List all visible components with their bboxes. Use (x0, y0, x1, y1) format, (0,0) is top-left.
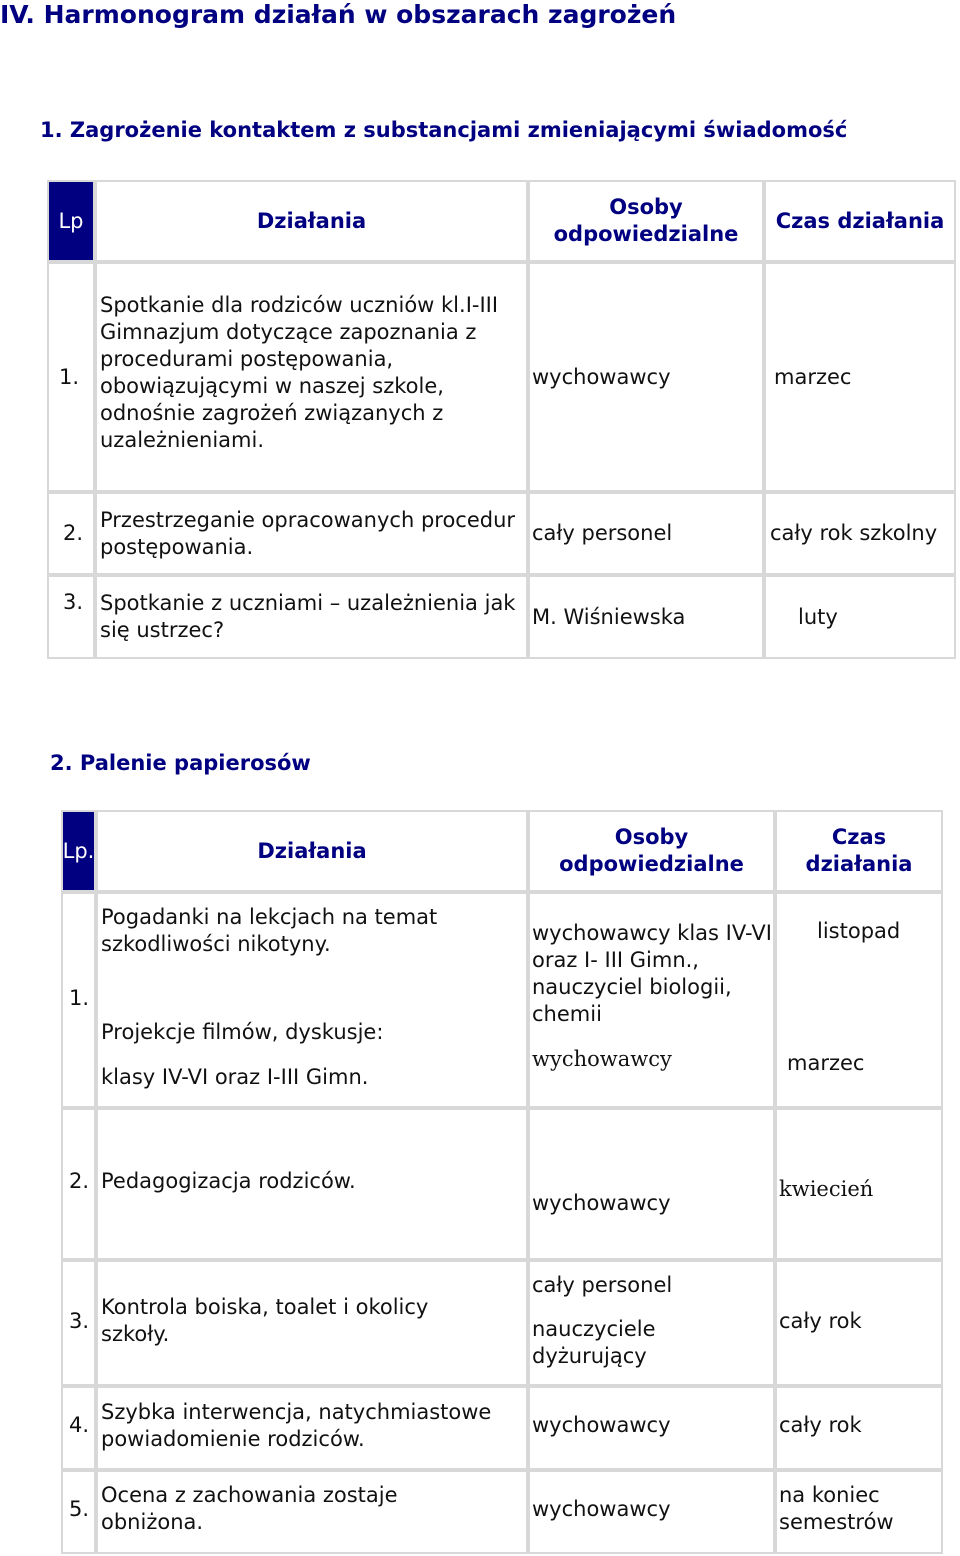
table-2-row-1-osoby-a: wychowawcy klas IV-VI oraz I- III Gimn., nauczyciel biologii, chemii (532, 921, 772, 1026)
table-2-row-4-lp-cell (61, 1386, 96, 1470)
table-2-row-2-osoby-cell (528, 1108, 775, 1260)
table-2-header-osoby: Osoby odpowiedzialne (528, 810, 775, 892)
table-2-row-3-czas-cell (775, 1260, 943, 1386)
table-2-header-dzialania: Działania (96, 810, 528, 892)
table-2-row-5-osoby-cell (528, 1470, 775, 1554)
table-2-header-lp: Lp. (61, 810, 96, 892)
table-1-header-lp: Lp (47, 180, 95, 262)
table-1-row-3-osoby: M. Wiśniewska (528, 575, 764, 659)
table-1-row-1-dzialania: Spotkanie dla rodziców uczniów kl.I-III Gimnazjum dotyczące zapoznania z procedurami postępowania, obowiązującymi w naszej szkole, odnośnie zagrożeń związanych z uzależnieniami. (95, 262, 528, 492)
table-1-row-1-lp: 1. (47, 262, 95, 492)
table-2-row-3-dzialania: Kontrola boiska, toalet i okolicy szkoły. (101, 1295, 429, 1346)
table-1-row-2-osoby: cały personel (528, 492, 764, 575)
table-2-row-4-osoby: wychowawcy (532, 1413, 671, 1437)
table-2-row-1-czas-a: listopad (817, 919, 901, 943)
table-2-row-1-dzialania-cell (96, 892, 528, 1108)
table-2-row-4-czas-cell (775, 1386, 943, 1470)
table-2-row-2-lp: 2. (69, 1169, 90, 1193)
table-2-row-2-dzialania: Pedagogizacja rodziców. (101, 1169, 356, 1193)
table-1-header-dzialania: Działania (95, 180, 528, 262)
table-2-row-3-osoby-b: nauczyciele dyżurujący (532, 1317, 656, 1368)
table-2-header-czas: Czas działania (775, 810, 943, 892)
table-1-row-2-dzialania: Przestrzeganie opracowanych procedur postępowania. (95, 492, 528, 575)
table-2-row-3-lp-cell (61, 1260, 96, 1386)
section-1-heading: 1. Zagrożenie kontaktem z substancjami zmieniającymi świadomość (40, 118, 848, 142)
table-2-row-3-lp: 3. (69, 1309, 90, 1333)
table-2-row-5-lp-cell (61, 1470, 96, 1554)
table-2-row-4-czas: cały rok (779, 1413, 862, 1437)
table-2-row-3-osoby-a: cały personel (532, 1273, 673, 1297)
table-2-row-1-czas-b: marzec (787, 1051, 865, 1075)
table-2-row-3-dzialania-cell (96, 1260, 528, 1386)
table-1-row-3-czas: luty (764, 575, 956, 659)
table-2-row-5-osoby: wychowawcy (532, 1497, 671, 1521)
table-1-row-3-lp: 3. (47, 575, 95, 659)
table-2-row-1-dzialania-c: klasy IV-VI oraz I-III Gimn. (101, 1065, 369, 1089)
table-2-row-1-osoby-b: wychowawcy (532, 1047, 672, 1071)
table-1-header-osoby: Osoby odpowiedzialne (528, 180, 764, 262)
table-2-row-2-lp-cell (61, 1108, 96, 1260)
table-2-row-4-lp: 4. (69, 1413, 90, 1437)
table-2-row-5-dzialania: Ocena z zachowania zostaje obniżona. (101, 1483, 398, 1534)
table-2-row-1-lp-cell (61, 892, 96, 1108)
table-2-row-5-czas-cell (775, 1470, 943, 1554)
table-2-row-1-czas-cell (775, 892, 943, 1108)
table-2-row-5-dzialania-cell (96, 1470, 528, 1554)
table-1-row-1-czas: marzec (764, 262, 956, 492)
table-2-row-1-lp: 1. (69, 986, 90, 1010)
table-2-row-4-osoby-cell (528, 1386, 775, 1470)
table-2-row-5-czas: na koniec semestrów (779, 1483, 894, 1534)
table-1-row-1-osoby: wychowawcy (528, 262, 764, 492)
table-1-header-czas: Czas działania (764, 180, 956, 262)
table-2-row-2-osoby: wychowawcy (532, 1191, 671, 1215)
table-2-row-4-dzialania-cell (96, 1386, 528, 1470)
table-2-row-2-dzialania-cell (96, 1108, 528, 1260)
table-1-row-3-dzialania: Spotkanie z uczniami – uzależnienia jak się ustrzec? (95, 575, 528, 659)
table-2-row-5-lp: 5. (69, 1497, 90, 1521)
table-2-row-3-czas: cały rok (779, 1309, 862, 1333)
table-2-row-4-dzialania: Szybka interwencja, natychmiastowe powiadomienie rodziców. (101, 1400, 492, 1451)
table-1-row-2-lp: 2. (47, 492, 95, 575)
table-2-row-2-czas-cell (775, 1108, 943, 1260)
table-2-row-1-dzialania-a: Pogadanki na lekcjach na temat szkodliwości nikotyny. (101, 905, 438, 956)
table-2-row-1-osoby-cell (528, 892, 775, 1108)
table-1-row-2-czas: cały rok szkolny (764, 492, 956, 575)
page-title: IV. Harmonogram działań w obszarach zagrożeń (0, 0, 677, 29)
table-2-row-3-osoby-cell (528, 1260, 775, 1386)
table-2-row-1-dzialania-b: Projekcje filmów, dyskusje: (101, 1020, 384, 1044)
section-2-heading: 2. Palenie papierosów (50, 751, 311, 775)
table-2-row-2-czas: kwiecień (779, 1177, 874, 1201)
